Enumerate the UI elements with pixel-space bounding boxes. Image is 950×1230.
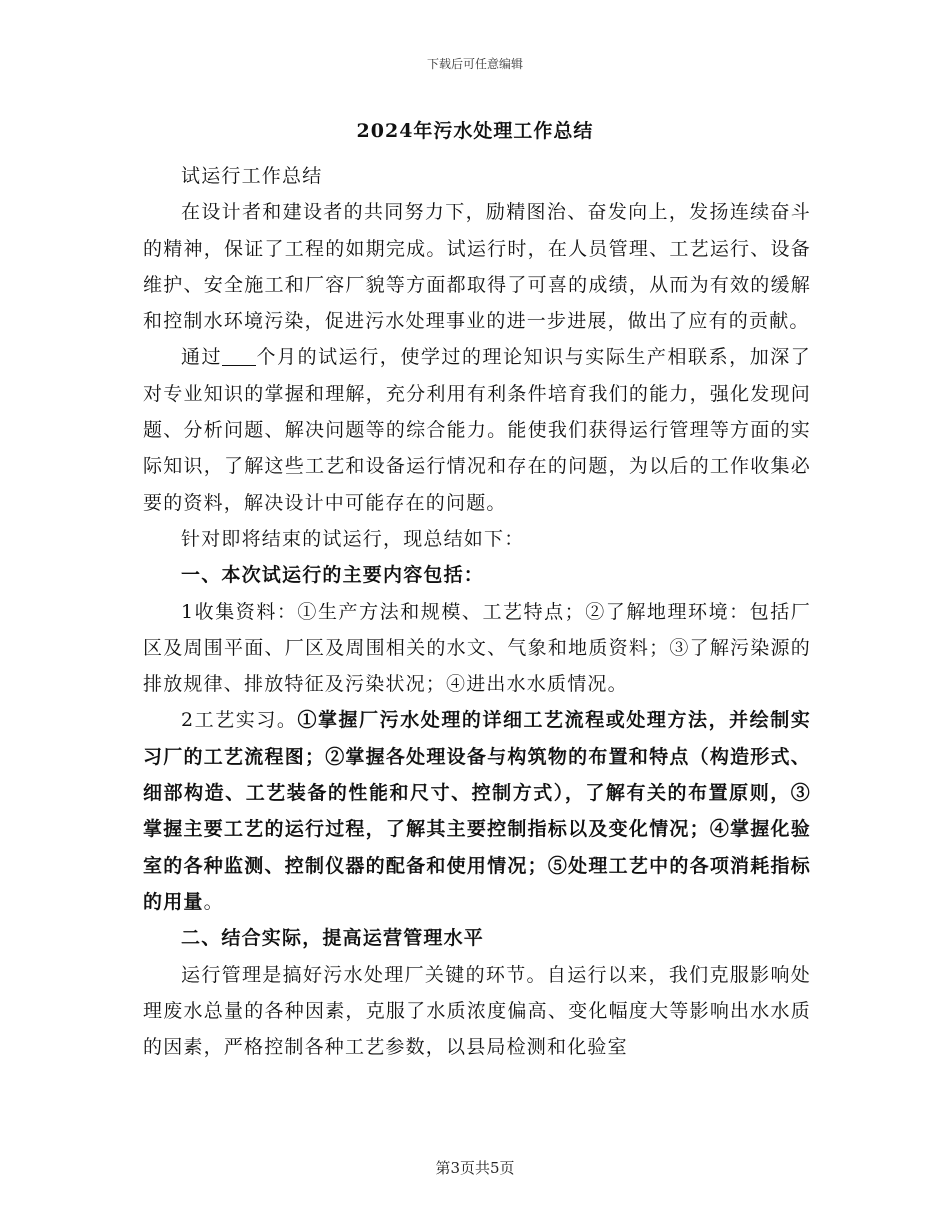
paragraph-operations: 运行管理是搞好污水处理厂关键的环节。自运行以来，我们克服影响处理废水总量的各种因素，克服了水质浓度偏高、变化幅度大等影响出水水质的因素，严格控制各种工艺参数，以县局检测和化验室 — [143, 963, 811, 1059]
paragraph-text: 2工艺实习。 — [181, 709, 298, 732]
paragraph-bold-text: ①掌握厂污水处理的详细工艺流程或处理方法，并绘制实习厂的工艺流程图；②掌握各处理设备与构筑物的布置和特点（构造形式、细部构造、工艺装备的性能和尺寸、控制方式），了解有关的布置原则，③掌握主要工艺的运行过程，了解其主要控制指标以及变化情况；④掌握化验室的各种监测、控制仪器的配备和使用情况；⑤处理工艺中的各项消耗指标的用量 — [143, 709, 811, 913]
paragraph-text: 。 — [203, 890, 224, 913]
section-heading-1: 一、本次试运行的主要内容包括： — [181, 564, 485, 587]
paragraph-subtitle: 试运行工作总结 — [181, 165, 323, 187]
blank-underline — [222, 346, 256, 366]
document-body — [143, 158, 811, 1065]
paragraph-intro: 在设计者和建设者的共同努力下，励精图治、奋发向上，发扬连续奋斗的精神，保证了工程的如期完成。试运行时，在人员管理、工艺运行、设备维护、安全施工和厂容厂貌等方面都取得了可喜的成绩，从而为有效的缓解和控制水环境污染，促进污水处理事业的进一步进展，做出了应有的贡献。 — [143, 201, 811, 333]
paragraph-text: 通过 — [181, 346, 223, 369]
page-number: 第3页共5页 — [435, 1159, 515, 1177]
paragraph-text: 个月的试运行，使学过的理论知识与实际生产相联系，加深了对专业知识的掌握和理解，充分利用有利条件培育我们的能力，强化发现问题、分析问题、解决问题等的综合能力。能使我们获得运行管理等方面的实际知识，了解这些工艺和设备运行情况和存在的问题，为以后的工作收集必要的资料，解决设计中可能存在的问题。 — [143, 346, 811, 514]
page-header-note: 下载后可任意编辑 — [426, 57, 523, 71]
paragraph-trial-period — [143, 339, 811, 520]
paragraph-summary-lead: 针对即将结束的试运行，现总结如下： — [181, 527, 525, 550]
section-heading-2: 二、结合实际，提高运营管理水平 — [181, 927, 485, 950]
document-title: 2024年污水处理工作总结 — [356, 120, 594, 142]
paragraph-process-practice — [143, 702, 811, 920]
paragraph-collect-data: 1收集资料：①生产方法和规模、工艺特点；②了解地理环境：包括厂区及周围平面、厂区及周围相关的水文、气象和地质资料；③了解污染源的排放规律、排放特征及污染状况；④进出水水质情况。 — [143, 600, 811, 696]
